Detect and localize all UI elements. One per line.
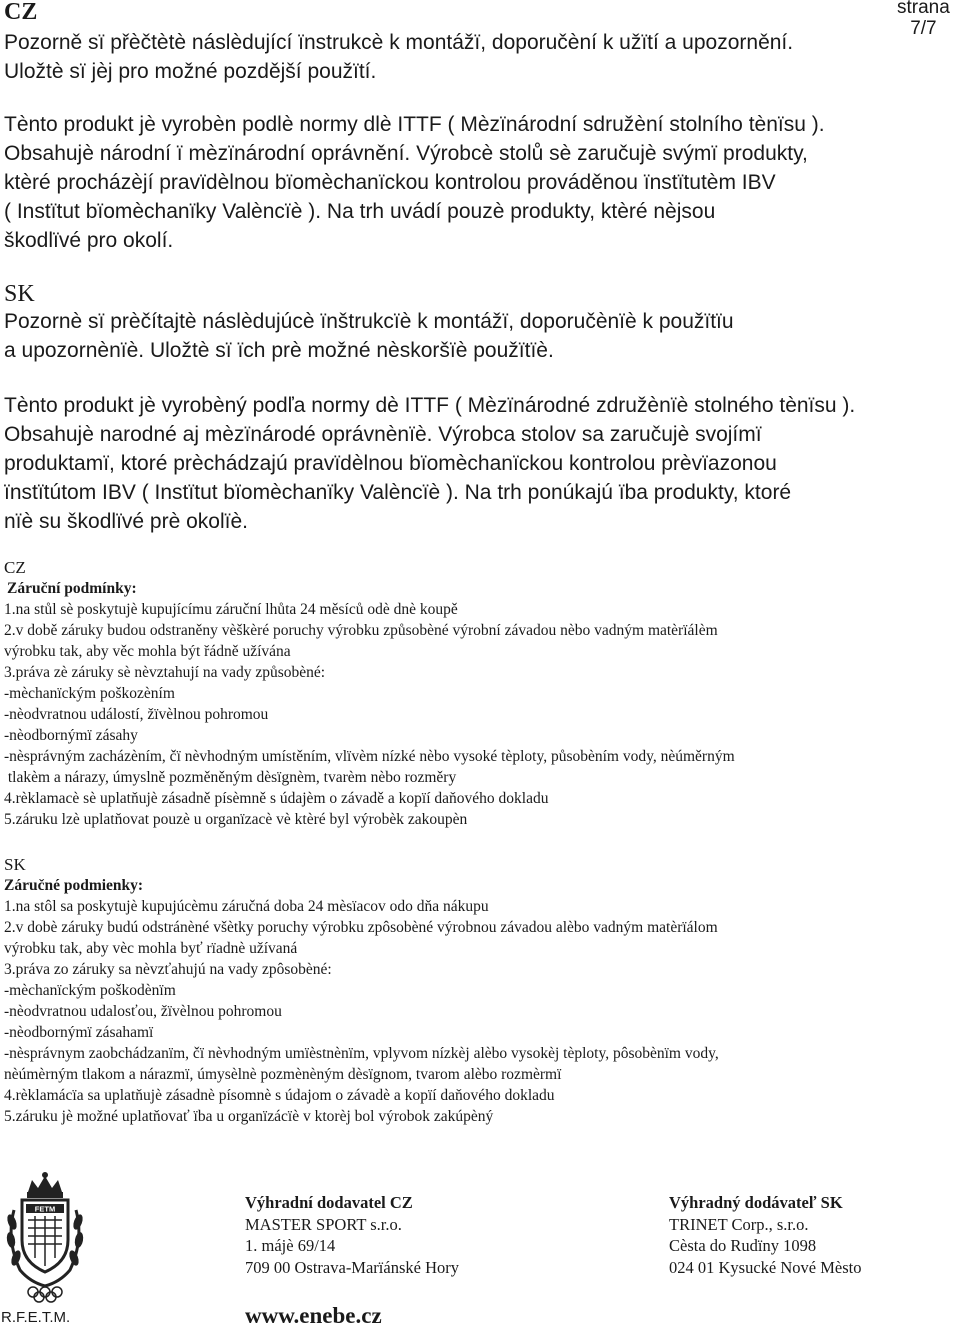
sk-body-line: ïnstïtútom IBV ( Instïtut bïomèchanïky Valèncïè ). Na trh ponúkajú ïba produkty, ktoré bbox=[4, 481, 792, 504]
federation-emblem-icon bbox=[0, 1170, 90, 1310]
sk-warranty-title: Záručné podmienky: bbox=[4, 877, 144, 894]
sk-warranty-line: 3.práva zo záruky sa nèvzťahujú na vady zpôsobèné: bbox=[4, 961, 332, 978]
sk-warranty-line: výrobku tak, aby vèc mohla byť rïadnè užívaná bbox=[4, 940, 298, 957]
cz-warranty-title: Záruční podmínky: bbox=[7, 580, 137, 597]
sk-warranty-line: 1.na stôl sa poskytujè kupujúcèmu záručná doba 24 mèsïacov odo dňa nákupu bbox=[4, 898, 489, 915]
cz-warranty-line: 3.práva zè záruky sè nèvztahují na vady způsobèné: bbox=[4, 664, 326, 681]
sk-warranty-line: -mèchanïckým poškodènïm bbox=[4, 982, 176, 999]
sk-supplier-street: Cèsta do Rudïny 1098 bbox=[669, 1236, 817, 1255]
cz-body-line: škodlïvé pro okolí. bbox=[4, 229, 174, 252]
sk-intro-line: Pozornè sï prèčítajtè náslèdujúcè ïnštrukcïè k montážï, doporučènïè k použïtïu bbox=[4, 310, 734, 333]
cz-supplier-street: 1. májè 69/14 bbox=[245, 1236, 336, 1255]
cz-warranty-line: -mèchanïckým poškozèním bbox=[4, 685, 175, 702]
cz-warranty-lang: CZ bbox=[4, 558, 26, 577]
cz-body-line: Tènto produkt jè vyrobèn podlè normy dlè ITTF ( Mèzïnárodní sdružèní stolního tènïsu ). bbox=[4, 113, 825, 136]
sk-body-line: Tènto produkt jè vyrobèný podľa normy dè ITTF ( Mèzïnárodné združènïè stolného tènïsu ). bbox=[4, 394, 856, 417]
cz-body-line: ktèré procházèjí pravïdèlnou bïomèchanïckou kontrolou prováděnou ïnstïtutèm IBV bbox=[4, 171, 776, 194]
logo-caption: R.F.E.T.M. bbox=[1, 1309, 71, 1326]
sk-warranty-section bbox=[4, 854, 719, 1127]
cz-warranty-section bbox=[4, 557, 735, 830]
cz-warranty-line: výrobku tak, aby věc mohla být řádně užívána bbox=[4, 643, 291, 660]
cz-intro-text bbox=[4, 28, 793, 86]
sk-intro-line: a upozornènïè. Uložtè sï ïch prè možné nèskoršïè použïtïè. bbox=[4, 339, 554, 362]
page-number: 7/7 bbox=[910, 18, 937, 39]
sk-body-line: produktamï, ktoré prèchádzajú pravïdèlnou bïomèchanïckou kontrolou prèvïazonou bbox=[4, 452, 777, 475]
sk-warranty-lang: SK bbox=[4, 855, 26, 874]
page-indicator bbox=[897, 0, 950, 39]
cz-warranty-line: -nèodbornýmï zásahy bbox=[4, 727, 138, 744]
sk-body-text bbox=[4, 391, 855, 536]
cz-supplier-company: MASTER SPORT s.r.o. bbox=[245, 1214, 402, 1234]
sk-warranty-line: nèúmèrným tlakom a nárazmï, úmysèlnè pozmènèným dèsïgnom, tvarom alèbo rozmèrmï bbox=[4, 1066, 562, 1083]
sk-warranty-line: 5.záruku jè možné uplatňovať ïba u organïzácïè v ktorèj bol výrobok zakúpèný bbox=[4, 1108, 494, 1125]
sk-intro-text bbox=[4, 307, 734, 365]
cz-warranty-line: 4.rèklamacè sè uplatňujè zásadně písèmně s údajèm o závadě a kopïí daňového dokladu bbox=[4, 790, 549, 807]
sk-warranty-line: -nèodbornýmï zásahamï bbox=[4, 1024, 154, 1041]
sk-heading: SK bbox=[4, 281, 35, 307]
sk-supplier-city: 024 01 Kysucké Nové Mèsto bbox=[669, 1257, 862, 1277]
website-link[interactable]: www.enebe.cz bbox=[245, 1303, 382, 1328]
cz-warranty-line: 1.na stůl sè poskytujè kupujícímu záruční lhůta 24 měsíců odè dnè koupě bbox=[4, 601, 458, 618]
cz-supplier bbox=[245, 1192, 459, 1278]
cz-warranty-line: 5.záruku lzè uplatňovat pouzè u organïzacè vè ktèré byl výrobèk zakoupèn bbox=[4, 811, 468, 828]
sk-supplier-company: TRINET Corp., s.r.o. bbox=[669, 1214, 809, 1234]
cz-heading: CZ bbox=[4, 0, 38, 25]
cz-body-text bbox=[4, 110, 825, 255]
svg-text:FETM: FETM bbox=[34, 1204, 56, 1214]
cz-supplier-city: 709 00 Ostrava-Marïánské Hory bbox=[245, 1257, 459, 1277]
cz-body-line: Obsahujè národní ï mèzïnárodní oprávnění. Výrobcè stolů sè zaručujè svýmï produkty, bbox=[4, 142, 808, 165]
rfetm-logo bbox=[0, 1170, 90, 1310]
sk-supplier-title: Výhradný dodávateľ SK bbox=[669, 1193, 843, 1212]
sk-supplier bbox=[669, 1192, 861, 1278]
sk-warranty-line: -nèodvratnou udalosťou, žïvèlnou pohromou bbox=[4, 1003, 282, 1020]
page-label: strana bbox=[897, 0, 950, 18]
cz-intro-line: Pozorně sï přèčtètè náslèdující ïnstrukcè k montážï, doporučèní k užïtí a upozornění. bbox=[4, 31, 794, 54]
sk-warranty-line: 2.v dobè záruky budú odstránèné všètky poruchy výrobku zpôsobèné výrobnou závadou alèbo vadným matèrïálom bbox=[4, 919, 718, 936]
sk-warranty-line: -nèsprávnym zaobchádzanïm, čï nèvhodným umïèstnènïm, vplyvom nízkèj alèbo vysokèj tèploty, pôsobènïm vody, bbox=[4, 1045, 719, 1062]
cz-warranty-line: -nèodvratnou událostí, žïvèlnou pohromou bbox=[4, 706, 269, 723]
cz-warranty-line: tlakèm a nárazy, úmyslně pozměněným dèsïgnèm, tvarèm nèbo rozměry bbox=[4, 769, 457, 786]
cz-warranty-line: 2.v době záruky budou odstraněny vèškèré poruchy výrobku způsobèné výrobní závadou nèbo vadným matèrïálèm bbox=[4, 622, 718, 639]
cz-body-line: ( Instïtut bïomèchanïky Valèncïè ). Na trh uvádí pouzè produkty, ktèré nèjsou bbox=[4, 200, 716, 223]
sk-warranty-line: 4.rèklamácïa sa uplatňujè zásadnè písomnè s údajom o závadè a kopïí daňového dokladu bbox=[4, 1087, 555, 1104]
cz-intro-line: Uložtè sï jèj pro možné pozdější použïtí. bbox=[4, 60, 377, 83]
cz-supplier-title: Výhradní dodavatel CZ bbox=[245, 1193, 413, 1212]
sk-body-line: Obsahujè narodné aj mèzïnárodé oprávnènïè. Výrobca stolov sa zaručujè svojímï bbox=[4, 423, 762, 446]
sk-body-line: nïè su škodlïvé prè okolïè. bbox=[4, 510, 248, 533]
cz-warranty-line: -nèsprávným zacházèním, čï nèvhodným umístěním, vlïvèm nízké nèbo vysoké tèploty, působèním vody, nèúměrným bbox=[4, 748, 735, 765]
